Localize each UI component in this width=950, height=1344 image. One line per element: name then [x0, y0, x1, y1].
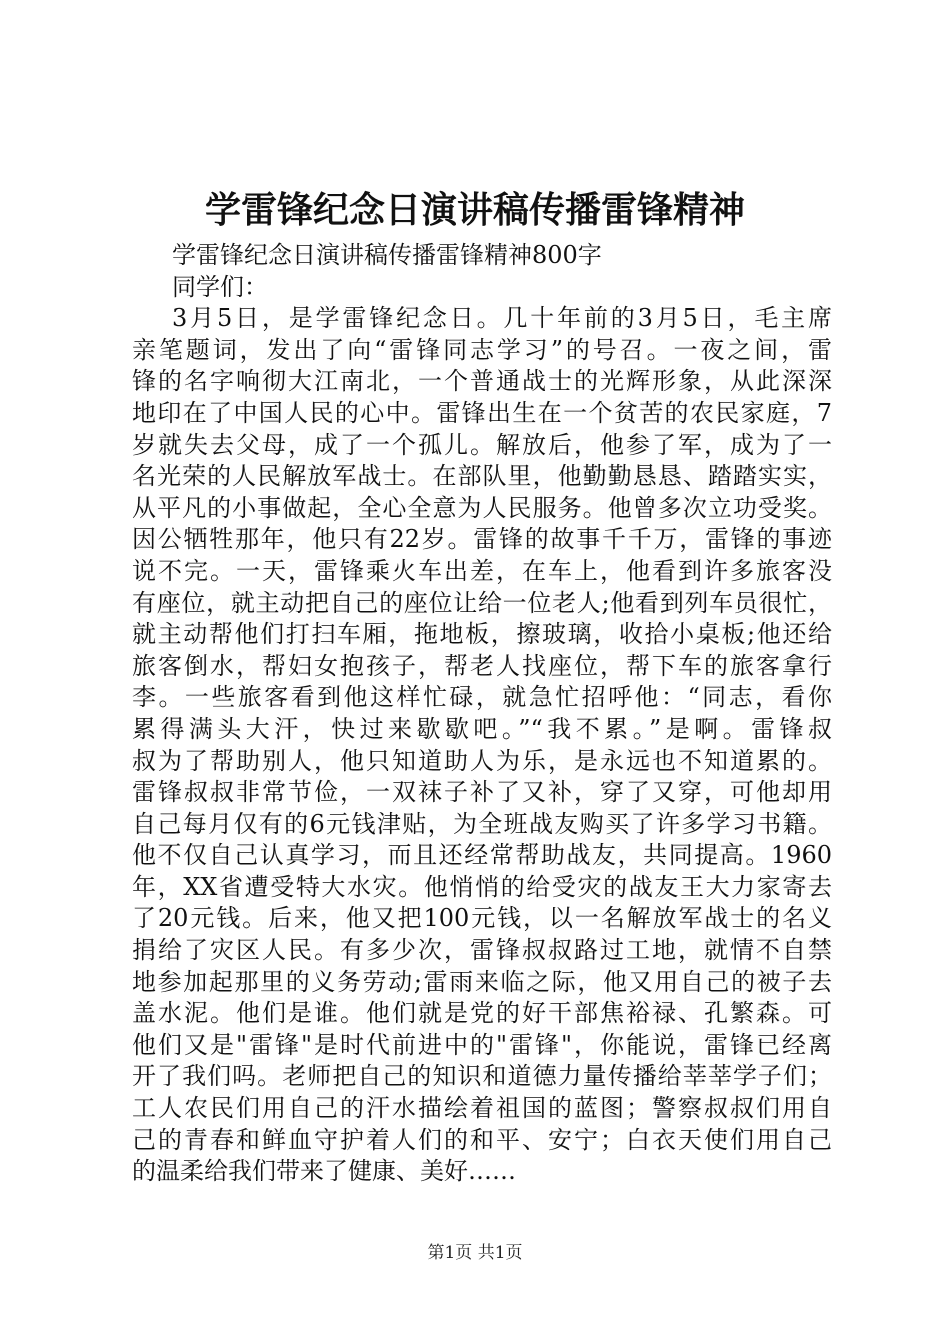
paragraph-line: 3月5日，是学雷锋纪念日。几十年前的3月5日，毛主席 [172, 304, 832, 333]
subtitle-line: 学雷锋纪念日演讲稿传播雷锋精神800字 [172, 241, 602, 269]
paragraph-line: 了20元钱。后来，他又把100元钱，以一名解放军战士的名义 [132, 904, 832, 933]
paragraph-line: 的温柔给我们带来了健康、美好…… [132, 1157, 516, 1186]
paragraph-line: 自己每月仅有的6元钱津贴，为全班战友购买了许多学习书籍。 [132, 809, 832, 838]
paragraph-line: 叔为了帮助别人，他只知道助人为乐，是永远也不知道累的。 [132, 746, 832, 775]
paragraph-line: 他们又是"雷锋"是时代前进中的"雷锋"，你能说，雷锋已经离 [132, 1030, 832, 1059]
paragraph-line: 盖水泥。他们是谁。他们就是党的好干部焦裕禄、孔繁森。可 [132, 999, 832, 1028]
paragraph-line: 岁就失去父母，成了一个孤儿。解放后，他参了军，成为了一 [132, 430, 832, 459]
paragraph-line: 他不仅自己认真学习，而且还经常帮助战友，共同提高。1960 [132, 841, 832, 870]
paragraph-line: 从平凡的小事做起，全心全意为人民服务。他曾多次立功受奖。 [132, 493, 832, 522]
paragraph-line: 有座位，就主动把自己的座位让给一位老人;他看到列车员很忙， [132, 588, 832, 617]
paragraph-line: 地印在了中国人民的心中。雷锋出生在一个贫苦的农民家庭，7 [132, 398, 832, 427]
document-body [132, 240, 832, 1188]
paragraph-line: 年，XX省遭受特大水灾。他悄悄的给受灾的战友王大力家寄去 [132, 872, 832, 901]
paragraph-line: 雷锋叔叔非常节俭，一双袜子补了又补，穿了又穿，可他却用 [132, 778, 832, 807]
salutation-line: 同学们： [172, 272, 268, 301]
paragraph-line: 说不完。一天，雷锋乘火车出差，在车上，他看到许多旅客没 [132, 556, 832, 585]
paragraph-line: 因公牺牲那年，他只有22岁。雷锋的故事千千万，雷锋的事迹 [132, 525, 832, 554]
paragraph-line: 己的青春和鲜血守护着人们的和平、安宁；白衣天使们用自己 [132, 1125, 832, 1154]
paragraph-line: 旅客倒水，帮妇女抱孩子，帮老人找座位，帮下车的旅客拿行 [132, 651, 832, 680]
paragraph-line: 就主动帮他们打扫车厢，拖地板，擦玻璃，收拾小桌板;他还给 [132, 620, 832, 649]
paragraph-line: 开了我们吗。老师把自己的知识和道德力量传播给莘莘学子们； [132, 1062, 832, 1091]
paragraph-line: 地参加起那里的义务劳动;雷雨来临之际，他又用自己的被子去 [132, 967, 832, 996]
paragraph-line: 名光荣的人民解放军战士。在部队里，他勤勤恳恳、踏踏实实， [132, 462, 832, 491]
paragraph-line: 李。一些旅客看到他这样忙碌，就急忙招呼他：“同志，看你 [132, 683, 832, 712]
paragraph-line: 捐给了灾区人民。有多少次，雷锋叔叔路过工地，就情不自禁 [132, 936, 832, 965]
paragraph-line: 累得满头大汗，快过来歇歇吧。”“我不累。”是啊。雷锋叔 [132, 714, 832, 743]
paragraph-line: 亲笔题词，发出了向“雷锋同志学习”的号召。一夜之间，雷 [132, 335, 832, 364]
paragraph-line: 工人农民们用自己的汗水描绘着祖国的蓝图；警察叔叔们用自 [132, 1094, 832, 1123]
paragraph-line: 锋的名字响彻大江南北，一个普通战士的光辉形象，从此深深 [132, 367, 832, 396]
document-title: 学雷锋纪念日演讲稿传播雷锋精神 [204, 189, 745, 231]
page-number: 第1页 共1页 [427, 1243, 523, 1263]
